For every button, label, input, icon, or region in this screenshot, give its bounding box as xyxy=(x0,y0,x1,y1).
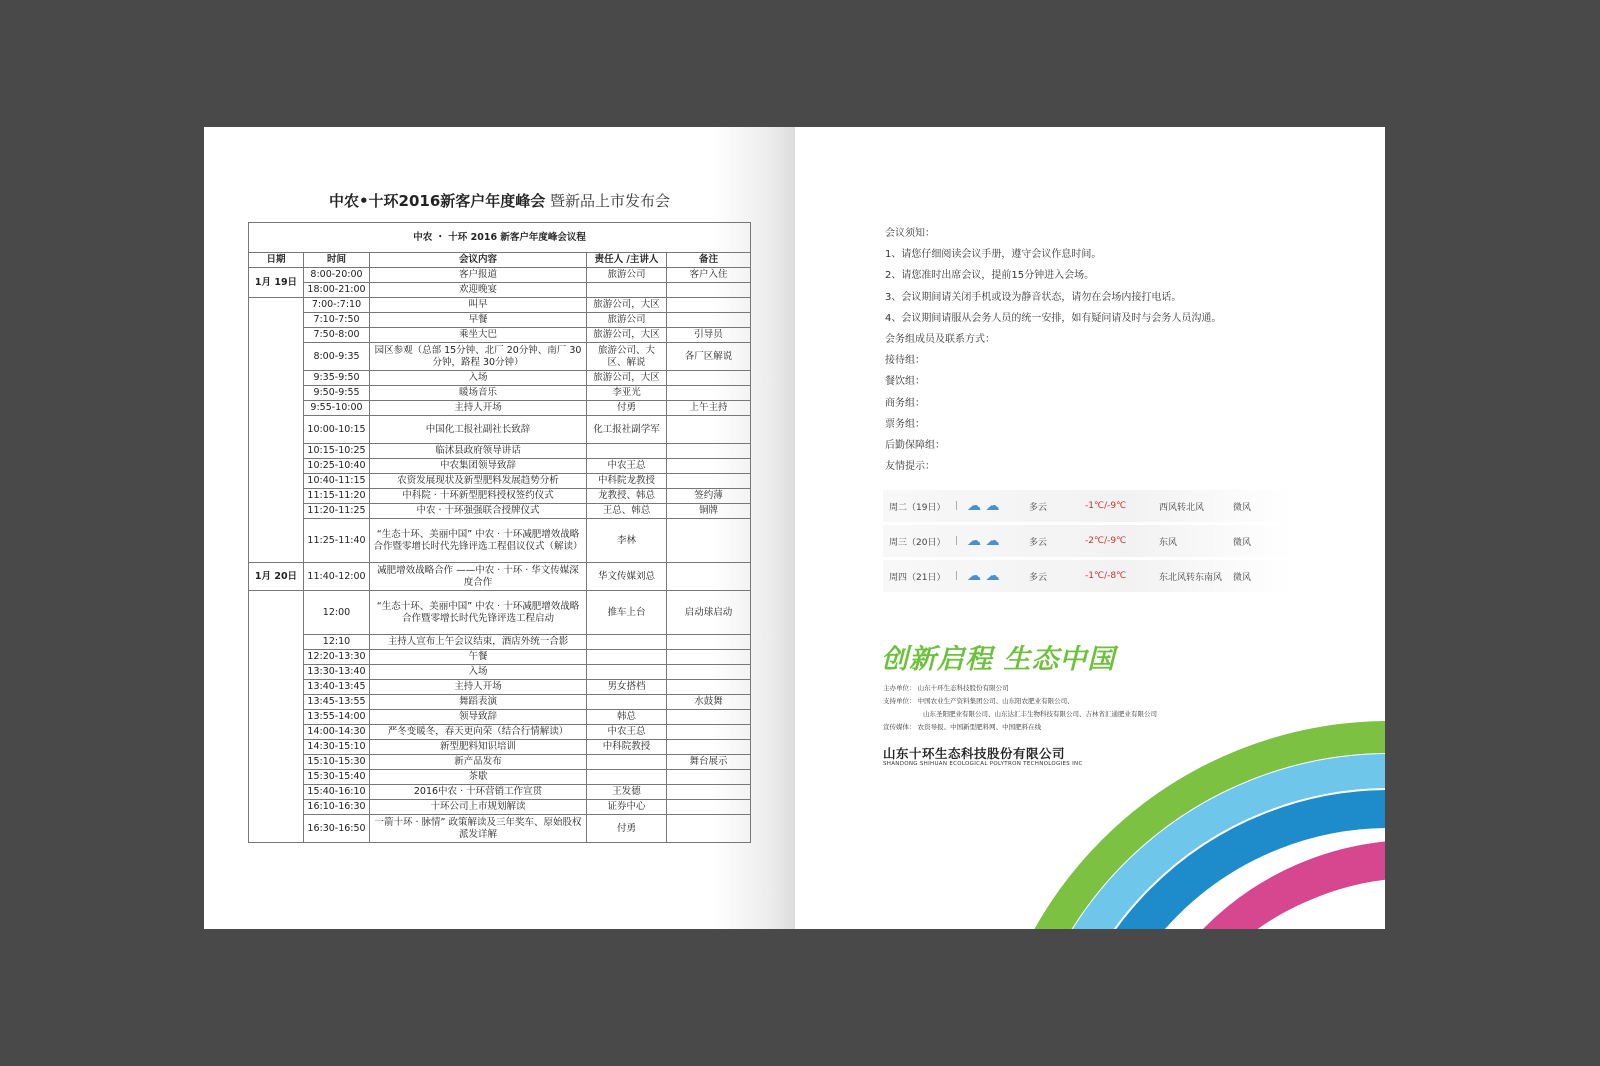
agenda-row xyxy=(249,635,751,650)
agenda-remark xyxy=(667,313,751,328)
agenda-row xyxy=(249,519,751,563)
agenda-content: 入场 xyxy=(370,665,587,680)
tips-heading: 友情提示： xyxy=(885,461,935,473)
agenda-time: 9:35-9:50 xyxy=(304,371,370,386)
agenda-date: 1月 19日 xyxy=(249,268,304,298)
supporter-line: 支持单位： 中国农业生产资料集团公司、山东阳农肥业有限公司、 xyxy=(883,697,1074,705)
right-page xyxy=(795,127,1385,929)
weather-condition: 多云 xyxy=(1029,572,1048,583)
note-item: 2、请您准时出席会议，提前15分钟进入会场。 xyxy=(885,270,1095,282)
agenda-remark xyxy=(667,635,751,650)
agenda-row xyxy=(249,563,751,591)
organizer-line: 主办单位： 山东十环生态科技股份有限公司 xyxy=(883,684,1009,692)
agenda-remark xyxy=(667,680,751,695)
note-item: 3、会议期间请关闭手机或设为静音状态，请勿在会场内接打电话。 xyxy=(885,291,1182,303)
agenda-row xyxy=(249,386,751,401)
agenda-content: 中农集团领导致辞 xyxy=(370,459,587,474)
header-remark: 备注 xyxy=(667,253,751,268)
agenda-row xyxy=(249,283,751,298)
agenda-row xyxy=(249,800,751,815)
agenda-owner: 旅游公司 xyxy=(587,313,667,328)
media-line: 宣传媒体： 农资导报、中国新型肥料网、中国肥料在线 xyxy=(883,723,1042,731)
agenda-time: 7:10-7:50 xyxy=(304,313,370,328)
agenda-time: 15:10-15:30 xyxy=(304,755,370,770)
agenda-content: 主持人开场 xyxy=(370,680,587,695)
agenda-content: 十环公司上市规划解读 xyxy=(370,800,587,815)
agenda-remark xyxy=(667,665,751,680)
agenda-content: 早餐 xyxy=(370,313,587,328)
agenda-page-title xyxy=(204,190,795,211)
agenda-time: 8:00-20:00 xyxy=(304,268,370,283)
agenda-table xyxy=(248,222,751,843)
agenda-owner: 龙教授、韩总 xyxy=(587,489,667,504)
agenda-time: 11:20-11:25 xyxy=(304,504,370,519)
agenda-row xyxy=(249,755,751,770)
agenda-time: 10:25-10:40 xyxy=(304,459,370,474)
agenda-row xyxy=(249,298,751,313)
agenda-remark: 签约薄 xyxy=(667,489,751,504)
agenda-owner xyxy=(587,444,667,459)
agenda-owner xyxy=(587,650,667,665)
agenda-content: 减肥增效战略合作 ——中农 · 十环 · 华文传媒深度合作 xyxy=(370,563,587,591)
weather-wind: 西风转北风 xyxy=(1159,502,1205,513)
weather-level: 微风 xyxy=(1233,537,1252,548)
agenda-time: 9:55-10:00 xyxy=(304,401,370,416)
agenda-content: 乘坐大巴 xyxy=(370,328,587,343)
agenda-remark xyxy=(667,474,751,489)
agenda-row xyxy=(249,815,751,843)
agenda-time: 15:30-15:40 xyxy=(304,770,370,785)
weather-day: 周四（21日） xyxy=(889,572,946,583)
agenda-owner: 中农王总 xyxy=(587,725,667,740)
agenda-time: 11:25-11:40 xyxy=(304,519,370,563)
agenda-row xyxy=(249,489,751,504)
agenda-content: 领导致辞 xyxy=(370,710,587,725)
agenda-time: 13:40-13:45 xyxy=(304,680,370,695)
agenda-header-row xyxy=(249,253,751,268)
agenda-time: 13:55-14:00 xyxy=(304,710,370,725)
agenda-content: 入场 xyxy=(370,371,587,386)
agenda-owner: 王总、韩总 xyxy=(587,504,667,519)
agenda-owner: 旅游公司、大区、解说 xyxy=(587,343,667,371)
agenda-time: 12:20-13:30 xyxy=(304,650,370,665)
weather-temp: -2℃/-9℃ xyxy=(1085,536,1127,546)
agenda-remark: 上午主持 xyxy=(667,401,751,416)
agenda-owner: 李亚光 xyxy=(587,386,667,401)
agenda-content: 中国化工报社副社长致辞 xyxy=(370,416,587,444)
agenda-time: 8:00-9:35 xyxy=(304,343,370,371)
agenda-row xyxy=(249,785,751,800)
agenda-content: 客户报道 xyxy=(370,268,587,283)
agenda-remark: 启动球启动 xyxy=(667,591,751,635)
agenda-row xyxy=(249,710,751,725)
weather-row xyxy=(883,525,1293,557)
header-owner: 责任人 /主讲人 xyxy=(587,253,667,268)
agenda-owner: 旅游公司，大区 xyxy=(587,371,667,386)
agenda-row xyxy=(249,695,751,710)
agenda-content: 欢迎晚宴 xyxy=(370,283,587,298)
agenda-time: 12:00 xyxy=(304,591,370,635)
contact-item: 商务组： xyxy=(885,397,925,409)
agenda-content: 新型肥料知识培训 xyxy=(370,740,587,755)
weather-level: 微风 xyxy=(1233,572,1252,583)
agenda-remark xyxy=(667,770,751,785)
agenda-content: 暖场音乐 xyxy=(370,386,587,401)
agenda-owner xyxy=(587,770,667,785)
agenda-row xyxy=(249,650,751,665)
agenda-time: 14:30-15:10 xyxy=(304,740,370,755)
weather-temp: -1℃/-8℃ xyxy=(1085,571,1127,581)
agenda-row xyxy=(249,371,751,386)
contact-item: 后勤保障组： xyxy=(885,439,945,451)
weather-wind: 东风 xyxy=(1159,537,1178,548)
agenda-owner: 付勇 xyxy=(587,815,667,843)
weather-row xyxy=(883,560,1293,592)
note-item: 4、会议期间请服从会务人员的统一安排，如有疑问请及时与会务人员沟通。 xyxy=(885,312,1222,324)
company-name-en: SHANDONG SHIHUAN ECOLOGICAL POLYTRON TECHNOLOGIES INC xyxy=(883,761,1083,767)
agenda-time: 16:10-16:30 xyxy=(304,800,370,815)
agenda-row xyxy=(249,474,751,489)
divider: | xyxy=(955,501,959,511)
agenda-owner: 旅游公司，大区 xyxy=(587,328,667,343)
header-time: 时间 xyxy=(304,253,370,268)
agenda-remark xyxy=(667,519,751,563)
agenda-time: 10:15-10:25 xyxy=(304,444,370,459)
header-date: 日期 xyxy=(249,253,304,268)
agenda-owner: 中农王总 xyxy=(587,459,667,474)
agenda-remark xyxy=(667,740,751,755)
agenda-owner xyxy=(587,755,667,770)
divider: | xyxy=(955,536,959,546)
agenda-owner: 推车上台 xyxy=(587,591,667,635)
agenda-row xyxy=(249,459,751,474)
weather-day: 周三（20日） xyxy=(889,537,946,548)
agenda-owner: 化工报社副学军 xyxy=(587,416,667,444)
organizer-info xyxy=(883,682,1157,734)
agenda-content: 临沭县政府领导讲话 xyxy=(370,444,587,459)
weather-day: 周二（19日） xyxy=(889,502,946,513)
agenda-remark xyxy=(667,444,751,459)
agenda-content: 舞蹈表演 xyxy=(370,695,587,710)
agenda-remark xyxy=(667,371,751,386)
header-content: 会议内容 xyxy=(370,253,587,268)
agenda-time: 11:15-11:20 xyxy=(304,489,370,504)
agenda-row xyxy=(249,313,751,328)
left-page xyxy=(204,127,795,929)
agenda-content: 主持人宣布上午会议结束，酒店外统一合影 xyxy=(370,635,587,650)
weather-condition: 多云 xyxy=(1029,537,1048,548)
agenda-time: 18:00-21:00 xyxy=(304,283,370,298)
contact-item: 接待组： xyxy=(885,355,925,367)
agenda-row xyxy=(249,328,751,343)
agenda-row xyxy=(249,343,751,371)
agenda-owner xyxy=(587,695,667,710)
weather-level: 微风 xyxy=(1233,502,1252,513)
agenda-caption: 中农 ・ 十环 2016 新客户年度峰会议程 xyxy=(249,223,751,253)
weather-temp: -1℃/-9℃ xyxy=(1085,501,1127,511)
slogan-part-b: 生态中国 xyxy=(993,644,1116,675)
contact-item: 票务组： xyxy=(885,418,925,430)
agenda-owner: 韩总 xyxy=(587,710,667,725)
agenda-content: 农资发展现状及新型肥料发展趋势分析 xyxy=(370,474,587,489)
divider: | xyxy=(955,571,959,581)
weather-wind: 东北风转东南风 xyxy=(1159,572,1223,583)
agenda-content: 叫早 xyxy=(370,298,587,313)
company-name: 山东十环生态科技股份有限公司 xyxy=(883,746,1066,761)
agenda-content: 主持人开场 xyxy=(370,401,587,416)
agenda-content: 一箭十环 · 脉情” 政策解读及三年奖车、原始股权派发详解 xyxy=(370,815,587,843)
agenda-owner: 华文传媒刘总 xyxy=(587,563,667,591)
agenda-date xyxy=(249,298,304,563)
agenda-remark: 铜牌 xyxy=(667,504,751,519)
agenda-time: 14:00-14:30 xyxy=(304,725,370,740)
note-item: 1、请您仔细阅读会议手册，遵守会议作息时间。 xyxy=(885,249,1102,261)
agenda-remark: 客户入住 xyxy=(667,268,751,283)
agenda-remark xyxy=(667,815,751,843)
agenda-content: 茶歇 xyxy=(370,770,587,785)
agenda-time: 16:30-16:50 xyxy=(304,815,370,843)
agenda-owner: 王发德 xyxy=(587,785,667,800)
agenda-content: 新产品发布 xyxy=(370,755,587,770)
title-bold: 中农•十环2016新客户年度峰会 xyxy=(328,192,546,210)
agenda-time: 7:00-:7:10 xyxy=(304,298,370,313)
agenda-row xyxy=(249,444,751,459)
notes-heading: 会议须知： xyxy=(885,228,935,239)
agenda-remark xyxy=(667,800,751,815)
agenda-owner: 旅游公司，大区 xyxy=(587,298,667,313)
agenda-row xyxy=(249,268,751,283)
agenda-time: 12:10 xyxy=(304,635,370,650)
agenda-remark xyxy=(667,785,751,800)
agenda-content: 严冬变暖冬，春天更向荣（结合行情解读） xyxy=(370,725,587,740)
cloud-icon: ☁ ☁ xyxy=(967,533,1000,549)
agenda-date: 1月 20日 xyxy=(249,563,304,591)
contact-heading: 会务组成员及联系方式： xyxy=(885,333,995,345)
agenda-remark xyxy=(667,283,751,298)
agenda-remark: 舞台展示 xyxy=(667,755,751,770)
agenda-row xyxy=(249,591,751,635)
agenda-date xyxy=(249,591,304,843)
agenda-remark: 引导员 xyxy=(667,328,751,343)
agenda-row xyxy=(249,740,751,755)
agenda-time: 10:00-10:15 xyxy=(304,416,370,444)
agenda-row xyxy=(249,680,751,695)
title-rest: 暨新品上市发布会 xyxy=(545,192,671,210)
agenda-content: 中农 · 十环强强联合授牌仪式 xyxy=(370,504,587,519)
agenda-row xyxy=(249,416,751,444)
slogan-part-a: 创新启程 xyxy=(881,644,993,675)
agenda-owner xyxy=(587,283,667,298)
agenda-owner: 男女搭档 xyxy=(587,680,667,695)
agenda-owner: 付勇 xyxy=(587,401,667,416)
agenda-owner: 证券中心 xyxy=(587,800,667,815)
agenda-time: 10:40-11:15 xyxy=(304,474,370,489)
agenda-row xyxy=(249,504,751,519)
agenda-content: 中科院 · 十环新型肥料授权签约仪式 xyxy=(370,489,587,504)
weather-condition: 多云 xyxy=(1029,502,1048,513)
agenda-owner xyxy=(587,665,667,680)
agenda-content: 2016中农 · 十环营销工作宣贯 xyxy=(370,785,587,800)
agenda-time: 11:40-12:00 xyxy=(304,563,370,591)
weather-row xyxy=(883,490,1293,522)
agenda-time: 13:30-13:40 xyxy=(304,665,370,680)
agenda-remark xyxy=(667,563,751,591)
agenda-time: 15:40-16:10 xyxy=(304,785,370,800)
meeting-notes xyxy=(885,223,1221,477)
agenda-row xyxy=(249,401,751,416)
agenda-row xyxy=(249,665,751,680)
agenda-owner: 旅游公司 xyxy=(587,268,667,283)
agenda-content: 午餐 xyxy=(370,650,587,665)
agenda-row xyxy=(249,725,751,740)
agenda-time: 13:45-13:55 xyxy=(304,695,370,710)
agenda-owner: 中科院教授 xyxy=(587,740,667,755)
agenda-content: “生态十环、美丽中国” 中农 · 十环减肥增效战略合作暨零增长时代先锋评选工程倡议仪式（解读） xyxy=(370,519,587,563)
supporter-line: 山东圣阳肥业有限公司、山东达汇丰生物科技有限公司、吉林省汇通肥业有限公司 xyxy=(923,710,1157,718)
agenda-owner xyxy=(587,635,667,650)
agenda-owner: 中科院龙教授 xyxy=(587,474,667,489)
cloud-icon: ☁ ☁ xyxy=(967,568,1000,584)
agenda-remark xyxy=(667,650,751,665)
agenda-remark xyxy=(667,416,751,444)
agenda-remark: 各厂区解说 xyxy=(667,343,751,371)
weather-forecast xyxy=(883,490,1293,595)
contact-item: 餐饮组： xyxy=(885,376,925,388)
cloud-icon: ☁ ☁ xyxy=(967,498,1000,514)
agenda-remark xyxy=(667,386,751,401)
agenda-content: “生态十环、美丽中国” 中农 · 十环减肥增效战略合作暨零增长时代先锋评选工程启动 xyxy=(370,591,587,635)
agenda-row xyxy=(249,770,751,785)
agenda-remark xyxy=(667,710,751,725)
agenda-time: 7:50-8:00 xyxy=(304,328,370,343)
slogan xyxy=(881,637,1115,676)
agenda-remark xyxy=(667,725,751,740)
agenda-remark xyxy=(667,298,751,313)
agenda-content: 园区参观（总部 15分钟、北厂 20分钟、南厂 30分钟，路程 30分钟） xyxy=(370,343,587,371)
agenda-owner: 李林 xyxy=(587,519,667,563)
agenda-time: 9:50-9:55 xyxy=(304,386,370,401)
agenda-remark: 水鼓舞 xyxy=(667,695,751,710)
agenda-remark xyxy=(667,459,751,474)
